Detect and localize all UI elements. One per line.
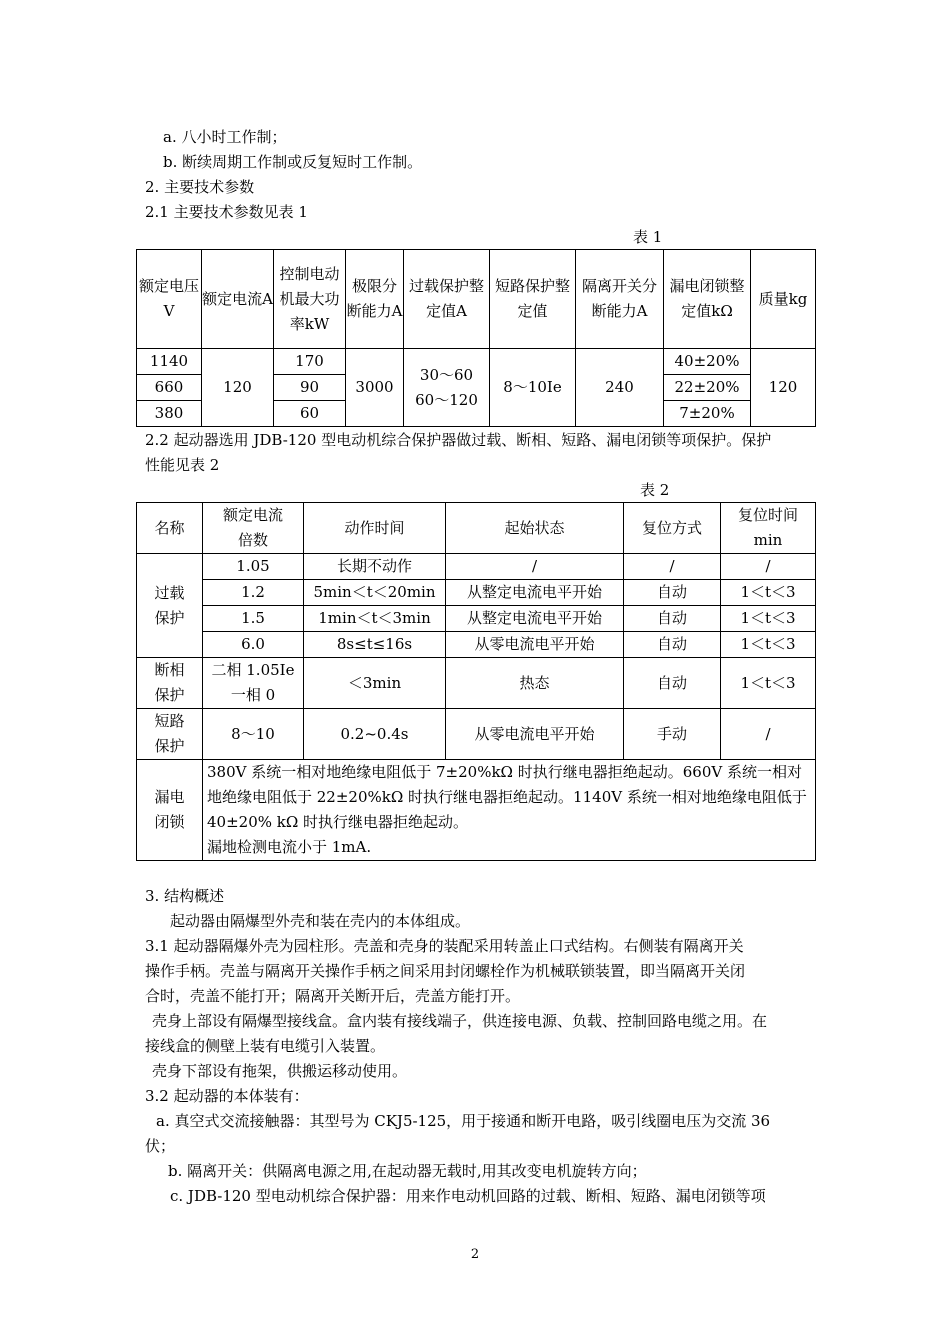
t1-header-overload: 过载保护整定值A	[404, 250, 490, 349]
text-line: a. 真空式交流接触器：其型号为 CKJ5-125，用于接通和断开电路，吸引线圈电压为交流 36	[156, 1112, 771, 1130]
text-line: b. 隔离开关：供隔离电源之用,在起动器无载时,用其改变电机旋转方向；	[168, 1162, 647, 1180]
text-line: 3.1 起动器隔爆外壳为园柱形。壳盖和壳身的装配采用转盖止口式结构。右侧装有隔离开关	[145, 937, 744, 955]
t1-header-leakage: 漏电闭锁整定值kΩ	[664, 250, 751, 349]
t1-header-isolating: 隔离开关分断能力A	[576, 250, 664, 349]
section-heading: 2. 主要技术参数	[145, 178, 255, 196]
t1-overload-range-1: 30～60	[419, 365, 474, 384]
t2-cell: 自动	[624, 606, 721, 632]
t2-phase-loss-name: 断相保护	[137, 658, 203, 709]
t1-voltage: 1140	[137, 349, 202, 375]
t2-cell: 从整定电流电平开始	[446, 580, 624, 606]
t1-leakage: 40±20%	[664, 349, 751, 375]
t2-cell: 1.5	[203, 606, 304, 632]
text-line: a. 八小时工作制；	[163, 128, 287, 146]
t1-voltage: 660	[137, 375, 202, 401]
t2-cell: 自动	[624, 632, 721, 658]
t2-leakage-text: 漏地检测电流小于 1mA.	[207, 838, 372, 856]
t2-cell: 8s≤t≤16s	[304, 632, 446, 658]
text-line: 3.2 起动器的本体装有：	[145, 1087, 309, 1105]
table2-caption: 表 2	[640, 481, 670, 499]
t2-cell: 1.2	[203, 580, 304, 606]
t1-current: 120	[202, 349, 274, 427]
t2-cell: 手动	[624, 709, 721, 760]
page-number: 2	[470, 1247, 480, 1262]
t2-phase-loss-multiple	[203, 658, 304, 709]
t2-cell: /	[721, 709, 816, 760]
text-line: 2.2 起动器选用 JDB-120 型电动机综合保护器做过载、断相、短路、漏电闭锁等项保护。保护	[145, 431, 772, 449]
text-line: 壳身上部设有隔爆型接线盒。盒内装有接线端子，供连接电源、负载、控制回路电缆之用。在	[152, 1012, 768, 1030]
text-line: 起动器由隔爆型外壳和装在壳内的本体组成。	[170, 912, 471, 930]
t2-cell: 5min＜t＜20min	[304, 580, 446, 606]
text-line: c. JDB-120 型电动机综合保护器：用来作电动机回路的过载、断相、短路、漏电闭锁等项	[170, 1187, 766, 1205]
table1	[136, 249, 816, 427]
t1-power: 90	[274, 375, 346, 401]
t2-cell: 1＜t＜3	[721, 580, 816, 606]
t1-mass: 120	[751, 349, 816, 427]
t2-cell: 热态	[446, 658, 624, 709]
t2-cell: 0.2~0.4s	[304, 709, 446, 760]
t2-cell: 1.05	[203, 554, 304, 580]
t1-power: 60	[274, 401, 346, 427]
t2-cell: 1＜t＜3	[721, 632, 816, 658]
t2-cell: 1＜t＜3	[721, 606, 816, 632]
text-line: b. 断续周期工作制或反复短时工作制。	[163, 153, 423, 171]
t2-leakage-description	[203, 760, 816, 861]
text-line: 壳身下部设有拖架，供搬运移动使用。	[152, 1062, 408, 1080]
t2-cell: 自动	[624, 658, 721, 709]
t2-header-multiple: 额定电流倍数	[203, 503, 304, 554]
t2-cell: 自动	[624, 580, 721, 606]
t2-phase-loss-multiple-2: 一相 0	[230, 686, 276, 704]
t1-breaking: 3000	[346, 349, 404, 427]
t1-isolating: 240	[576, 349, 664, 427]
t2-cell: 1min＜t＜3min	[304, 606, 446, 632]
text-line: 性能见表 2	[145, 456, 220, 474]
t2-cell: /	[446, 554, 624, 580]
t2-cell: 1＜t＜3	[721, 658, 816, 709]
t1-header-mass: 质量kg	[751, 250, 816, 349]
t1-short-circuit: 8～10Ie	[490, 349, 576, 427]
t2-cell: ＜3min	[304, 658, 446, 709]
t1-header-short-circuit: 短路保护整定值	[490, 250, 576, 349]
text-line: 操作手柄。壳盖与隔离开关操作手柄之间采用封闭螺栓作为机械联锁装置，即当隔离开关闭	[145, 962, 746, 980]
t1-header-power: 控制电动机最大功率kW	[274, 250, 346, 349]
t2-cell: /	[624, 554, 721, 580]
t1-power: 170	[274, 349, 346, 375]
t2-leakage-name: 漏电闭锁	[137, 760, 203, 861]
text-line: 接线盒的侧壁上装有电缆引入装置。	[145, 1037, 386, 1055]
t2-cell: 从零电流电平开始	[446, 632, 624, 658]
t2-phase-loss-multiple-1: 二相 1.05Ie	[211, 661, 295, 679]
t2-cell: 长期不动作	[304, 554, 446, 580]
t2-cell: 8～10	[203, 709, 304, 760]
text-line: 合时，壳盖不能打开；隔离开关断开后，壳盖方能打开。	[145, 987, 521, 1005]
t1-header-voltage: 额定电压V	[137, 250, 202, 349]
t2-cell: /	[721, 554, 816, 580]
t2-header-name: 名称	[137, 503, 203, 554]
t2-cell: 6.0	[203, 632, 304, 658]
t1-leakage: 7±20%	[664, 401, 751, 427]
t1-header-current: 额定电流A	[202, 250, 274, 349]
t2-overload-name: 过载保护	[137, 554, 203, 658]
table2	[136, 502, 816, 861]
table1-caption: 表 1	[633, 228, 663, 246]
text-line: 2.1 主要技术参数见表 1	[145, 203, 308, 221]
t1-leakage: 22±20%	[664, 375, 751, 401]
t2-header-reset: 复位方式	[624, 503, 721, 554]
t2-leakage-text: 380V 系统一相对地绝缘电阻低于 7±20%kΩ 时执行继电器拒绝起动。660V 系统一相对地绝缘电阻低于 22±20%kΩ 时执行继电器拒绝起动。1140V 系统一相对地绝缘电阻低于 40±20% kΩ 时执行继电器拒绝起动。	[207, 763, 807, 831]
text-line: 伏；	[145, 1137, 176, 1155]
t1-overload-range-2: 60～120	[415, 390, 478, 409]
t2-cell: 从零电流电平开始	[446, 709, 624, 760]
section-heading: 3. 结构概述	[145, 887, 225, 905]
t2-header-time: 动作时间	[304, 503, 446, 554]
t1-header-breaking: 极限分断能力A	[346, 250, 404, 349]
t2-cell: 从整定电流电平开始	[446, 606, 624, 632]
t2-header-state: 起始状态	[446, 503, 624, 554]
t1-overload	[404, 349, 490, 427]
t2-header-reset-time: 复位时间min	[721, 503, 816, 554]
t1-voltage: 380	[137, 401, 202, 427]
t2-short-circuit-name: 短路保护	[137, 709, 203, 760]
